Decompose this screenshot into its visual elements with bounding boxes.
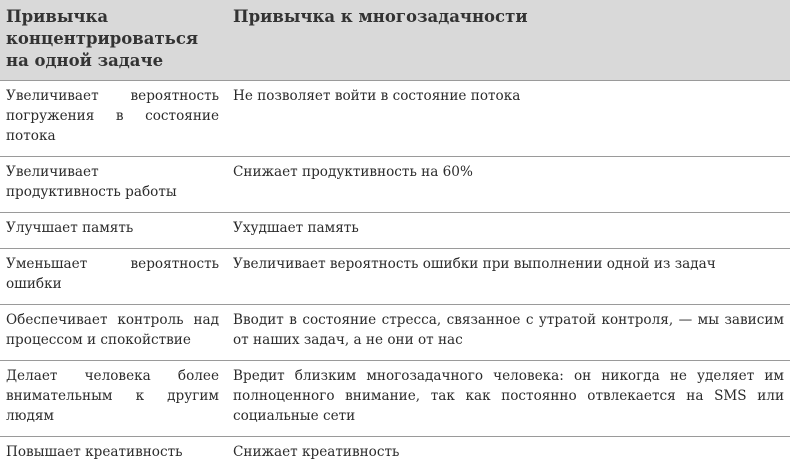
header-single-tasking: Привычка концентрироваться на одной задаче (0, 0, 225, 81)
multitasking-cell: Снижает продуктивность на 60% (225, 157, 790, 213)
multitasking-cell: Вредит близким многозадачного человека: он никогда не уделяет им полноценного внимание, так как постоянно отвлекается на SMS или социальные сети (225, 361, 790, 437)
table-row (0, 81, 790, 157)
table-header (0, 0, 790, 81)
multitasking-cell: Не позволяет войти в состояние потока (225, 81, 790, 157)
multitasking-cell: Вводит в состояние стресса, связанное с утратой контроля, — мы зависим от наших задач, а не они от нас (225, 305, 790, 361)
header-row (0, 0, 790, 81)
table-row (0, 361, 790, 437)
table-row (0, 213, 790, 249)
table-row (0, 157, 790, 213)
table-body (0, 81, 790, 463)
single-tasking-cell: Уменьшает вероятность ошибки (0, 249, 225, 305)
single-tasking-cell: Увеличивает продуктивность работы (0, 157, 225, 213)
single-tasking-cell: Повышает креативность (0, 437, 225, 463)
multitasking-cell: Ухудшает память (225, 213, 790, 249)
single-tasking-cell: Улучшает память (0, 213, 225, 249)
table-row (0, 249, 790, 305)
multitasking-cell: Увеличивает вероятность ошибки при выполнении одной из задач (225, 249, 790, 305)
single-tasking-cell: Делает человека более внимательным к другим людям (0, 361, 225, 437)
single-tasking-cell: Увеличивает вероятность погружения в состояние потока (0, 81, 225, 157)
table-row (0, 437, 790, 463)
multitasking-cell: Снижает креативность (225, 437, 790, 463)
table-row (0, 305, 790, 361)
single-tasking-cell: Обеспечивает контроль над процессом и спокойствие (0, 305, 225, 361)
header-multitasking: Привычка к многозадачности (225, 0, 790, 81)
